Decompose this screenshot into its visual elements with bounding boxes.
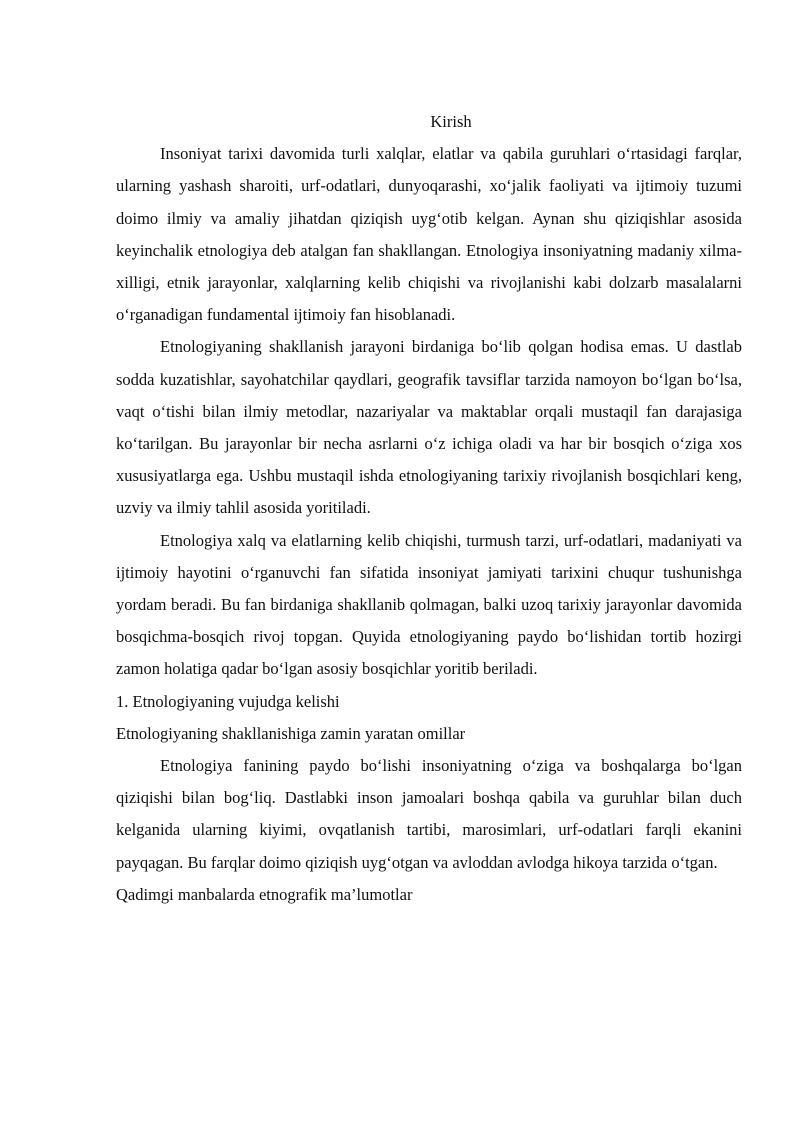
- paragraph-overview: Etnologiya xalq va elatlarning kelib chiqishi, turmush tarzi, urf-odatlari, madaniyati va ijtimoiy hayotini o‘rganuvchi fan sifatida insoniyat jamiyati tarixini chuqur tushunishga yordam beradi. Bu fan birdaniga shakllanib qolmagan, balki uzoq tarixiy jarayonlar davomida bosqichma-bosqich rivoj topgan. Quyida etnologiyaning paydo bo‘lishidan tortib hozirgi zamon holatiga qadar bo‘lgan asosiy bosqichlar yoritib beriladi.: [116, 530, 742, 679]
- paragraph-intro: Insoniyat tarixi davomida turli xalqlar, elatlar va qabila guruhlari o‘rtasidagi farqlar, ularning yashash sharoiti, urf-odatlari, dunyoqarashi, xo‘jalik faoliyati va ijtimoiy tuzumi doimo ilmiy va amaliy jihatdan qiziqish uyg‘otib kelgan. Aynan shu qiziqishlar asosida keyinchalik etnologiya deb atalgan fan shakllangan. Etnologiya insoniyatning madaniy xilma-xilligi, etnik jarayonlar, xalqlarning kelib chiqishi va rivojlanishi kabi dolzarb masalalarni o‘rganadigan fundamental ijtimoiy fan hisoblanadi.: [116, 144, 742, 325]
- paragraph-formation: Etnologiyaning shakllanish jarayoni birdaniga bo‘lib qolgan hodisa emas. U dastlab sodda kuzatishlar, sayohatchilar qaydlari, geografik tavsiflar tarzida namoyon bo‘lgan bo‘lsa, vaqt o‘tishi bilan ilmiy metodlar, nazariyalar va maktablar orqali mustaqil fan darajasiga ko‘tarilgan. Bu jarayonlar bir necha asrlarni o‘z ichiga oladi va har bir bosqich o‘ziga xos xususiyatlarga ega. Ushbu mustaqil ishda etnologiyaning tarixiy rivojlanish bosqichlari keng, uzviy va ilmiy tahlil asosida yoritiladi.: [116, 337, 742, 518]
- document-page: [116, 106, 742, 911]
- subsection-heading-ancient-sources: Qadimgi manbalarda etnografik ma’lumotlar: [116, 884, 413, 904]
- document-title: Kirish: [430, 112, 472, 131]
- section-heading: 1. Etnologiyaning vujudga kelishi: [116, 691, 340, 711]
- subsection-heading: Etnologiyaning shakllanishiga zamin yaratan omillar: [116, 723, 466, 743]
- paragraph-origins: Etnologiya fanining paydo bo‘lishi insoniyatning o‘ziga va boshqalarga bo‘lgan qiziqishi bilan bog‘liq. Dastlabki inson jamoalari boshqa qabila va guruhlar bilan duch kelganida ularning kiyimi, ovqatlanish tartibi, marosimlari, urf-odatlari farqli ekanini payqagan. Bu farqlar doimo qiziqish uyg‘otgan va avloddan avlodga hikoya tarzida o‘tgan.: [116, 756, 742, 872]
